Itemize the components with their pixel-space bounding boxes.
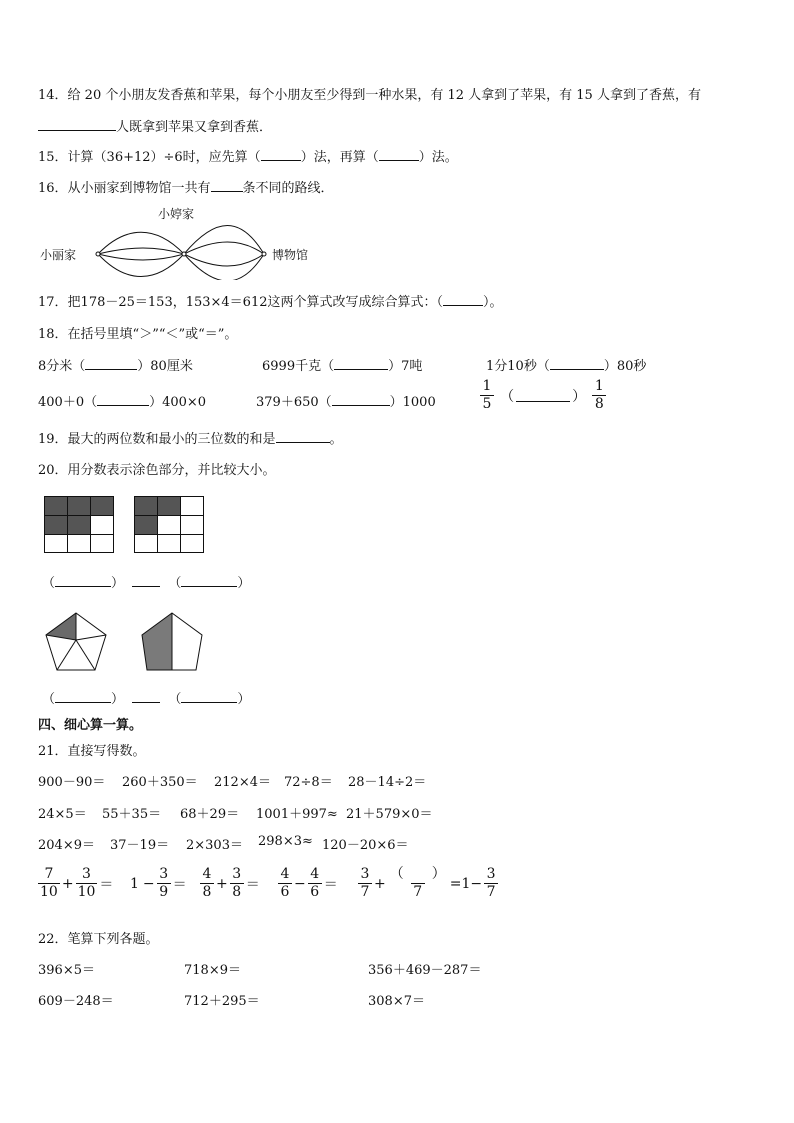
- q19: [38, 428, 343, 447]
- q18-item-left: 8分米（: [38, 359, 86, 374]
- pentagon-figure-b: [140, 612, 204, 672]
- denominator: 7: [358, 883, 372, 901]
- pentagon-spoke: [76, 635, 106, 640]
- operator: +: [374, 875, 386, 892]
- denominator: 8: [592, 395, 606, 413]
- q21-title: 21．直接写得数。: [38, 744, 146, 759]
- q20-answer-row-1: [42, 572, 250, 591]
- fraction-expr: [128, 866, 189, 901]
- route-path: [184, 226, 264, 255]
- fraction: [278, 866, 292, 901]
- answer-blank[interactable]: [181, 575, 237, 587]
- q17-text-a: 17．把178－25＝153，153×4＝612这两个算式改写成综合算式：（: [38, 295, 443, 310]
- paren-open: （: [168, 576, 182, 591]
- q14-line2-text: 人既拿到苹果又拿到香蕉．: [116, 120, 273, 135]
- q15-text-a: 15．计算（36+12）÷6时，应先算（: [38, 150, 261, 165]
- numerator: 1: [482, 378, 492, 394]
- q18-item: [256, 391, 436, 410]
- paren-open: （: [42, 576, 56, 591]
- fraction: [484, 866, 498, 901]
- fraction: [76, 866, 98, 901]
- equals: ＝: [99, 876, 114, 893]
- shaded-half: [142, 613, 172, 670]
- numerator: 3: [360, 866, 370, 882]
- equals: ＝: [323, 876, 338, 893]
- q18-item: [486, 355, 646, 374]
- numerator: 3: [486, 866, 496, 882]
- q14-line1: 14．给 20 个小朋友发香蕉和苹果，每个小朋友至少得到一种水果，有 12 人拿到了苹果，有 15 人拿到了香蕉，有: [38, 88, 701, 103]
- q21-expr: 28－14÷2＝: [348, 775, 427, 790]
- answer-blank[interactable]: [379, 149, 419, 161]
- q21-expr: 24×5＝: [38, 807, 87, 822]
- fraction-blank[interactable]: [388, 866, 448, 901]
- close-paren: ）: [572, 388, 587, 405]
- shaded-cell: [134, 515, 157, 534]
- q18-item-right: ）80厘米: [137, 359, 193, 374]
- route-path: [184, 254, 264, 280]
- answer-blank[interactable]: [261, 149, 301, 161]
- q21-expr: 260＋350＝: [122, 775, 198, 790]
- q18-item: [38, 391, 206, 410]
- denominator: 10: [40, 884, 58, 900]
- operator: +: [61, 875, 74, 892]
- fraction-expr: [278, 866, 340, 901]
- paren-open: （: [42, 692, 56, 707]
- operator: +: [216, 875, 228, 892]
- route-path: [184, 242, 264, 254]
- equals: ＝: [245, 876, 260, 893]
- route-path: [98, 254, 184, 260]
- q22-expr: 356＋469－287＝: [368, 963, 482, 978]
- answer-blank[interactable]: [55, 691, 111, 703]
- node-middle: [182, 252, 186, 256]
- q21-expr: 1001＋997≈: [256, 807, 338, 822]
- q22-expr: 609－248＝: [38, 994, 114, 1009]
- fraction: [200, 866, 214, 901]
- node-end: [262, 252, 266, 256]
- q21-expr: 68＋29＝: [180, 807, 240, 822]
- grid-figure-b: [134, 496, 204, 553]
- q22-expr: 718×9＝: [184, 963, 241, 978]
- q15-text-c: ）法。: [418, 150, 458, 165]
- answer-blank[interactable]: [550, 358, 604, 370]
- q21-expr: 72÷8＝: [284, 775, 333, 790]
- q19-text-b: 。: [329, 432, 343, 447]
- q18-item: [262, 355, 422, 374]
- q18-item-right: ）80秒: [603, 359, 647, 374]
- denominator: 9: [157, 883, 171, 901]
- numerator: 3: [159, 866, 169, 882]
- numerator: 4: [202, 866, 212, 882]
- q20-answer-row-2: [42, 688, 250, 707]
- numerator: 1: [594, 378, 604, 394]
- answer-blank[interactable]: [55, 575, 111, 587]
- paren-close: ）: [237, 576, 251, 591]
- numerator: 7: [44, 866, 54, 882]
- paren-close: ）: [237, 692, 251, 707]
- pentagon-spoke: [57, 640, 76, 670]
- whole-number: 1: [130, 875, 139, 892]
- q18-item: [38, 355, 193, 374]
- q21-expr: 120－20×6＝: [322, 838, 409, 853]
- route-diagram: [36, 200, 316, 280]
- answer-blank[interactable]: [181, 691, 237, 703]
- fraction: [592, 378, 606, 413]
- fraction: [308, 866, 322, 901]
- fraction-expr: [38, 866, 115, 901]
- q21-expr: 212×4＝: [214, 775, 271, 790]
- q21-expr: 21＋579×0＝: [346, 807, 433, 822]
- fraction-expr: [200, 866, 262, 901]
- numerator: 4: [280, 866, 290, 882]
- node-start: [96, 252, 100, 256]
- q15-text-b: ）法，再算（: [300, 150, 379, 165]
- q22-expr: 712＋295＝: [184, 994, 260, 1009]
- q22-expr: 308×7＝: [368, 994, 425, 1009]
- answer-blank[interactable]: [85, 358, 137, 370]
- answer-blank[interactable]: [443, 294, 483, 306]
- answer-blank[interactable]: [334, 358, 388, 370]
- q14-line2: [38, 116, 272, 135]
- answer-blank[interactable]: [516, 390, 570, 402]
- grid-figure-a: [44, 496, 114, 553]
- label-start-home: 小丽家: [40, 248, 77, 262]
- fraction: [230, 866, 244, 901]
- pentagon-figure-a: [44, 612, 108, 672]
- q18-item-left: 6999千克（: [262, 359, 335, 374]
- denominator: 5: [480, 395, 494, 413]
- q22-title: 22．笔算下列各题。: [38, 932, 159, 947]
- section-heading: 四、细心算一算。: [38, 718, 143, 733]
- q18-item-right: ）400×0: [149, 395, 207, 410]
- denominator: 8: [230, 883, 244, 901]
- fraction: [358, 866, 372, 901]
- fraction: [480, 378, 494, 413]
- q16: [38, 177, 334, 196]
- route-path: [184, 254, 264, 266]
- q16-text-b: 条不同的路线．: [242, 181, 334, 196]
- operator: −: [142, 875, 155, 892]
- denominator: 8: [200, 883, 214, 901]
- q18-title: 18．在括号里填“＞”“＜”或“＝”。: [38, 327, 238, 342]
- pentagon-spoke: [76, 640, 95, 670]
- operator: −: [294, 875, 306, 892]
- numerator: 3: [232, 866, 242, 882]
- denominator: 7: [484, 883, 498, 901]
- numerator: 4: [310, 866, 320, 882]
- q20-title: 20．用分数表示涂色部分，并比较大小。: [38, 463, 276, 478]
- q21-expr: 37－19＝: [110, 838, 170, 853]
- fraction-expr: [358, 866, 498, 901]
- q18-item-right: ）1000: [389, 395, 436, 410]
- q17: [38, 291, 503, 310]
- paren-close: ）: [111, 576, 125, 591]
- q21-expr: 900－90＝: [38, 775, 106, 790]
- fraction: [38, 866, 60, 901]
- fraction: [157, 866, 171, 901]
- q15: [38, 146, 458, 165]
- q21-expr: 298×3≈: [258, 834, 313, 849]
- answer-blank[interactable]: [211, 180, 243, 192]
- q18-item-left: 1分10秒（: [486, 359, 550, 374]
- q16-text-a: 16．从小丽家到博物馆一共有: [38, 181, 211, 196]
- q17-text-b: ）。: [483, 295, 503, 310]
- answer-blank[interactable]: [276, 431, 330, 443]
- q18-item-right: ）7吨: [388, 359, 423, 374]
- q18-fraction-compare: [480, 378, 606, 413]
- q21-expr: 55＋35＝: [102, 807, 162, 822]
- paren-close: ）: [111, 692, 125, 707]
- answer-blank[interactable]: [332, 394, 390, 406]
- denominator: 6: [308, 883, 322, 901]
- q21-expr: 2×303＝: [186, 838, 243, 853]
- q18-item-left: 400＋0（: [38, 395, 98, 410]
- label-museum: 博物馆: [272, 248, 309, 262]
- denominator: 6: [278, 883, 292, 901]
- q22-expr: 396×5＝: [38, 963, 95, 978]
- shaded-cell: [44, 496, 113, 515]
- route-path: [98, 248, 184, 254]
- answer-blank[interactable]: [97, 394, 149, 406]
- paren-open: （: [168, 692, 182, 707]
- denominator: 7: [411, 883, 425, 901]
- compare-blank[interactable]: [132, 691, 160, 703]
- equals: =1−: [449, 875, 483, 892]
- shaded-cell: [157, 496, 180, 515]
- numerator-blank[interactable]: （ ）: [389, 866, 446, 882]
- open-paren: （: [500, 388, 515, 405]
- numerator: 3: [82, 866, 91, 882]
- denominator: 10: [77, 884, 96, 900]
- equals: ＝: [172, 876, 187, 893]
- q18-item-left: 379＋650（: [256, 395, 332, 410]
- compare-blank[interactable]: [132, 575, 160, 587]
- q21-expr: 204×9＝: [38, 838, 95, 853]
- label-middle-home: 小婷家: [158, 207, 195, 221]
- answer-blank[interactable]: [38, 119, 116, 131]
- q19-text-a: 19．最大的两位数和最小的三位数的和是: [38, 432, 276, 447]
